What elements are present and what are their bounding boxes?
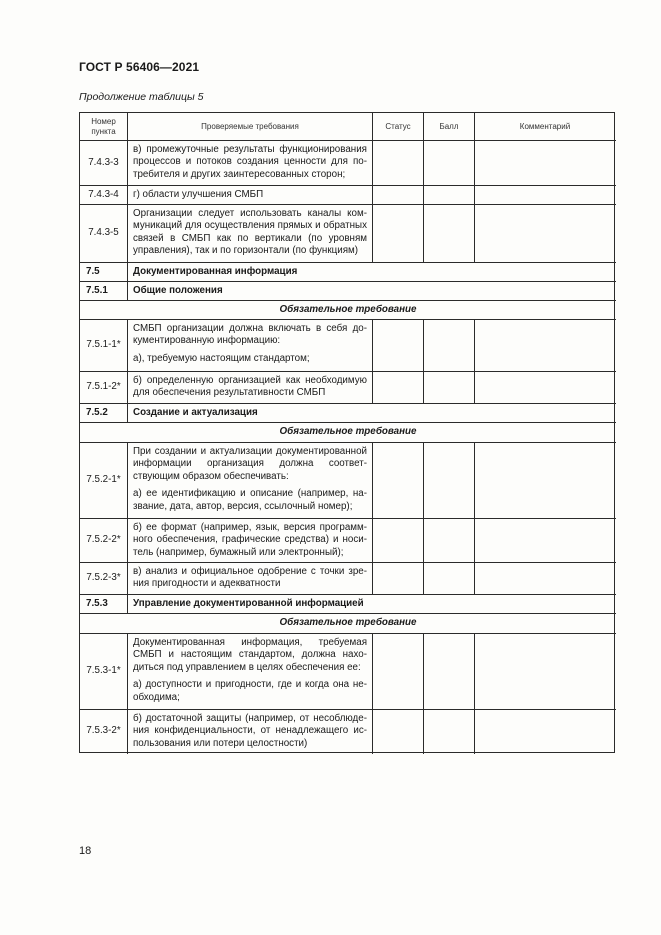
col-divider (474, 633, 475, 754)
requirement-text: Документированная информация, требуемая СМБП и настоящим стандартом, должна находиться под управлением в целях обеспечения ее: а) доступности и пригодности, где и когда она необходима; (133, 637, 367, 703)
col-divider (423, 442, 424, 594)
header-requirement: Проверяемые требования (201, 121, 299, 131)
row-number: 7.5.3-2* (86, 725, 121, 737)
requirement-text: СМБП организации должна включать в себя документированную информацию: а), требуемую настоящим стандартом; (133, 323, 367, 364)
requirements-table (79, 112, 615, 753)
cell-rule (372, 185, 423, 186)
col-divider (372, 633, 373, 754)
requirement-text: г) области улучшения СМБП (133, 189, 264, 200)
section-title: Общие положения (133, 284, 223, 296)
mandatory-requirement-label: Обязательное требование (279, 426, 417, 438)
col-divider (423, 319, 424, 403)
row-number: 7.5.2-3* (86, 572, 121, 584)
section-number: 7.5 (86, 265, 100, 277)
col-divider (474, 319, 475, 403)
section-title: Документированная информация (133, 265, 298, 277)
header-score: Балл (439, 121, 459, 131)
section-title: Создание и актуализация (133, 406, 258, 418)
requirement-text: б) достаточной защиты (например, от несоблюдения конфиденциальности, от ненадлежащего использования или потери целостности) (133, 713, 367, 749)
requirement-text: б) определенную организацией как необходимую для обеспечения результативности СМБП (133, 375, 367, 399)
section-number: 7.5.2 (86, 406, 108, 418)
requirement-text: При создании и актуализации документированной информации организация должна соответствующим образом обеспечивать: а) ее идентификацию и описание (например, название, дата, автор, версия, ссылочный номер); (133, 446, 367, 512)
row-number: 7.4.3-4 (88, 188, 119, 200)
requirement-text: в) промежуточные результаты функционирования процессов и потоков создания ценности для потребителя и других заинтересованных сторон; (133, 144, 367, 180)
header-comment: Комментарий (519, 121, 571, 131)
page-number: 18 (79, 845, 92, 857)
section-number: 7.5.1 (86, 284, 108, 296)
section-title: Управление документированной информацией (133, 597, 364, 609)
row-number: 7.5.3-1* (86, 665, 121, 677)
requirement-text: б) ее формат (например, язык, версия программного обеспечения, графические средства) и носитель (например, бумажный или электронный); (133, 522, 367, 558)
mandatory-requirement-label: Обязательное требование (279, 303, 417, 315)
cell-rule (372, 371, 423, 372)
row-number: 7.5.2-2* (86, 534, 121, 546)
row-number: 7.4.3-3 (88, 156, 119, 168)
header-number: Номер пункта (91, 116, 116, 136)
requirement-text: Организации следует использовать каналы коммуникаций для осуществления прямых и обратных связей в СМБП как по вертикали (по уровням управления), так и по горизонтали (по функциям) (133, 208, 367, 257)
row-number: 7.5.1-1* (86, 339, 121, 351)
row-number: 7.5.1-2* (86, 381, 121, 393)
row-number: 7.4.3-5 (88, 227, 119, 239)
col-divider (372, 442, 373, 594)
requirement-text: в) анализ и официальное одобрение с точки зрения пригодности и адекватности (133, 566, 367, 590)
section-number: 7.5.3 (86, 597, 108, 609)
header-status: Статус (385, 121, 411, 131)
document-title: ГОСТ Р 56406—2021 (79, 60, 200, 74)
col-divider (474, 442, 475, 594)
mandatory-requirement-label: Обязательное требование (279, 617, 417, 629)
col-divider (372, 319, 373, 403)
table-caption: Продолжение таблицы 5 (79, 91, 204, 103)
row-number: 7.5.2-1* (86, 474, 121, 486)
col-divider (423, 633, 424, 754)
